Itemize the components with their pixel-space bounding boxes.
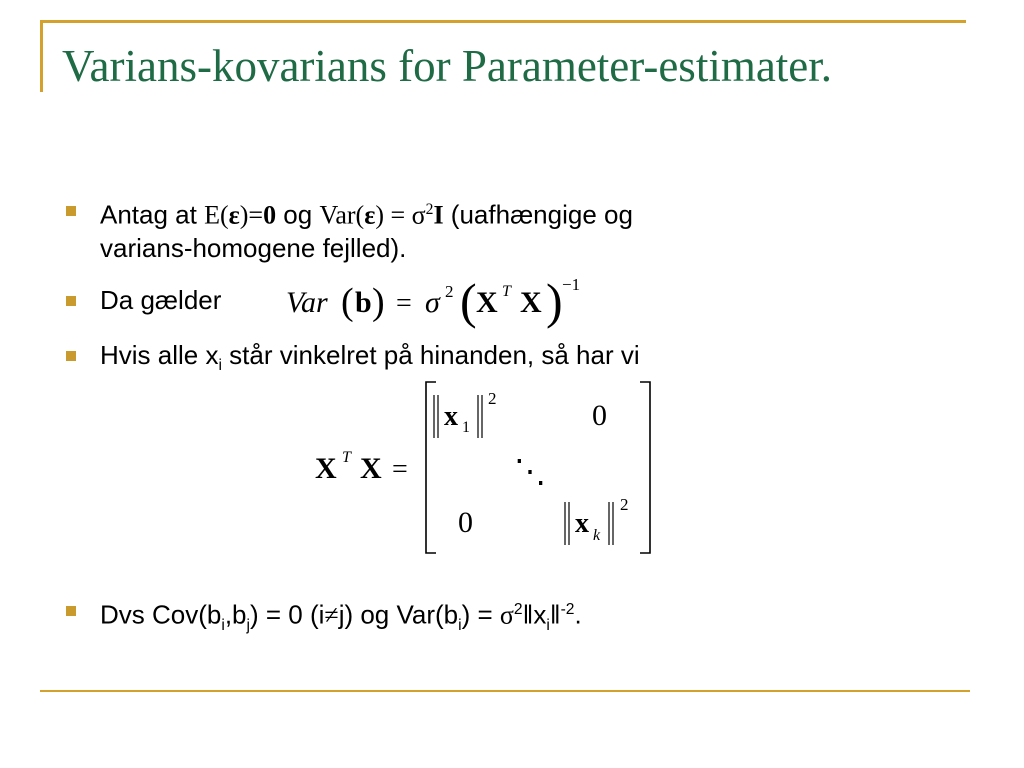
xk-vector: x	[575, 508, 589, 539]
X-matrix-3: X	[315, 452, 337, 485]
matrix-zero-bottom: 0	[458, 506, 473, 539]
diagonal-dots: ⋱	[514, 453, 546, 489]
epsilon-symbol: ε	[228, 200, 240, 230]
sub-i-2: i	[458, 616, 462, 634]
transpose-1: T	[502, 283, 511, 300]
bullet-4-d: j) og Var(b	[338, 599, 459, 630]
xk-subscript: k	[593, 527, 601, 544]
paren-close-1: )	[372, 281, 385, 323]
expectation-symbol: E(	[204, 200, 229, 230]
equals-2: =	[392, 454, 408, 485]
period: .	[574, 599, 582, 630]
bullet-1-text: Antag at	[100, 199, 205, 230]
zero-vector: 0	[263, 200, 277, 230]
inverse-exponent: −1	[562, 275, 581, 294]
square-exponent-2: 2	[513, 601, 523, 618]
variance-close: ) =	[375, 200, 412, 230]
x1-subscript: 1	[462, 419, 470, 436]
sub-i-3: i	[546, 616, 550, 634]
norm-close: ‖	[549, 599, 561, 630]
expectation-close: )=	[239, 200, 264, 230]
X-matrix-4: X	[360, 452, 382, 485]
sigma-exponent: 2	[445, 282, 454, 301]
sub-i-1: i	[221, 616, 225, 634]
paren-open-2: (	[460, 273, 477, 329]
x1-norm-exponent: 2	[488, 389, 497, 408]
bullet-1-text-end: (uafhængige og	[443, 199, 633, 230]
bullet-1-line-2: varians-homogene fejlled).	[100, 233, 407, 263]
square-exponent: 2	[425, 201, 434, 218]
X-matrix-2: X	[520, 286, 542, 319]
exponent-minus-2: -2	[560, 601, 575, 618]
xk-norm-exponent: 2	[620, 495, 629, 514]
identity-matrix: I	[433, 200, 444, 230]
equals-1: =	[396, 288, 412, 319]
right-bracket	[640, 382, 650, 553]
paren-open-1: (	[341, 281, 354, 323]
bullet-4-b: ,b	[224, 599, 247, 630]
sigma-symbol: σ	[411, 200, 426, 230]
sigma-symbol-2: σ	[499, 600, 514, 630]
x1-vector: x	[444, 401, 458, 432]
bullet-3-text-a: Hvis alle x	[100, 340, 219, 370]
not-equal-symbol: ≠	[324, 600, 339, 630]
sigma-var: σ	[425, 286, 440, 319]
variance-symbol: Var(	[319, 200, 365, 230]
sub-j: j	[246, 616, 250, 634]
bullet-4-c: ) = 0 (i	[249, 599, 325, 630]
epsilon-symbol-2: ε	[364, 200, 376, 230]
transpose-2: T	[342, 449, 351, 466]
var-label: Var	[286, 286, 328, 319]
matrix-zero-top: 0	[592, 399, 607, 432]
bullet-4-a: Dvs Cov(b	[100, 599, 222, 630]
paren-close-2: )	[546, 273, 563, 329]
b-vector: b	[355, 286, 372, 319]
bullet-2-text: Da gælder	[100, 285, 222, 315]
conjunction-og: og	[276, 199, 320, 230]
subscript-i: i	[218, 357, 222, 375]
bullet-3-text-b: står vinkelret på hinanden, så har vi	[221, 340, 640, 370]
bullet-4-e: ) =	[461, 599, 500, 630]
variance-formula	[286, 273, 580, 329]
xtx-formula	[315, 382, 650, 553]
X-matrix-1: X	[476, 286, 498, 319]
slide-title: Varians-kovarians for Parameter-estimater.	[62, 41, 833, 91]
norm-open: ‖x	[522, 599, 547, 630]
